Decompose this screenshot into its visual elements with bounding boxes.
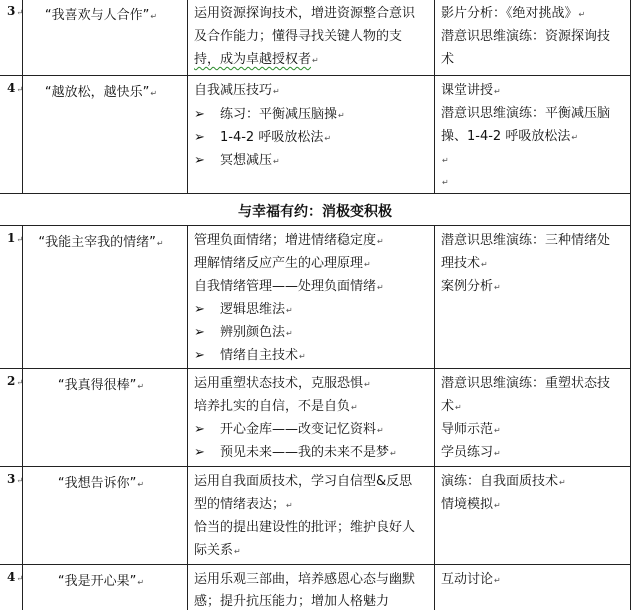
row-number: 3↵: [7, 4, 24, 18]
table-row: [0, 0, 631, 75]
method-line: 潜意识思维演练：重塑状态技: [441, 376, 611, 391]
method-line: 课堂讲授↵: [441, 83, 501, 98]
arrow-bullet-icon: ➢: [194, 153, 205, 168]
bullet-item: ➢ 练习：平衡减压脑操↵: [194, 105, 345, 126]
bullet-item: ➢ 1-4-2 呼吸放松法↵: [194, 128, 331, 149]
content-line: 运用重塑状态技术，克服恐惧↵: [194, 376, 371, 391]
content-line: 自我情绪管理——处理负面情绪↵: [194, 279, 384, 294]
method-line: ↵: [442, 156, 449, 165]
arrow-bullet-icon: ➢: [194, 445, 205, 460]
bullet-item: ➢ 逻辑思维法↵: [194, 300, 293, 321]
arrow-bullet-icon: ➢: [194, 107, 205, 122]
module-title: “我能主宰我的情绪”↵: [38, 235, 164, 250]
method-line: 术: [441, 52, 455, 67]
content-line: 理解情绪反应产生的心理原理↵: [194, 256, 371, 271]
method-line: 影片分析：《绝对挑战》↵: [441, 6, 586, 21]
row-number: 4↵: [7, 81, 24, 95]
table-row: [0, 466, 631, 564]
arrow-bullet-icon: ➢: [194, 130, 205, 145]
module-title: “我是开心果”↵: [57, 574, 145, 589]
content-line: 培养扎实的自信，不是自负↵: [194, 399, 358, 414]
content-line: 自我减压技巧↵: [194, 83, 280, 98]
section-header-row: [0, 193, 631, 225]
content-line: 恰当的提出建设性的批评；维护良好人: [194, 520, 416, 535]
row-number: 1↵: [7, 231, 24, 245]
table-row: [0, 564, 631, 610]
method-line: 案例分析↵: [441, 279, 501, 294]
module-title: “我真得很棒”↵: [57, 378, 145, 393]
table-row: [0, 225, 631, 368]
content-line: 运用资源探询技术，增进资源整合意识: [194, 6, 416, 21]
table-row: [0, 75, 631, 193]
row-number: 2↵: [7, 374, 24, 388]
arrow-bullet-icon: ➢: [194, 302, 205, 317]
method-line: 理技术↵: [441, 256, 488, 271]
section-title: 与幸福有约：消极变积极: [238, 204, 392, 220]
arrow-bullet-icon: ➢: [194, 325, 205, 340]
content-line: 及合作能力；懂得寻找关键人物的支: [194, 29, 403, 44]
module-title: “越放松，越快乐”↵: [44, 85, 158, 100]
method-line: 潜意识思维演练：三种情绪处: [441, 233, 611, 248]
bullet-item: ➢ 开心金库——改变记忆资料↵: [194, 420, 384, 441]
bullet-item: ➢ 情绪自主技术↵: [194, 346, 306, 367]
method-line: 演练：自我面质技术↵: [441, 474, 566, 489]
bullet-item: ➢ 辨别颜色法↵: [194, 323, 293, 344]
row-number: 3↵: [7, 472, 24, 486]
method-line: 潜意识思维演练：资源探询技: [441, 29, 611, 44]
method-line: 学员练习↵: [441, 445, 501, 460]
content-line: 运用自我面质技术，学习自信型&反思: [194, 474, 413, 489]
method-line: 互动讨论↵: [441, 572, 501, 587]
content-line: 运用乐观三部曲，培养感恩心态与幽默: [194, 572, 416, 587]
bullet-item: ➢ 预见未来——我的未来不是梦↵: [194, 443, 397, 464]
method-line: 潜意识思维演练：平衡减压脑: [441, 106, 611, 121]
content-line: 际关系↵: [194, 543, 241, 558]
table-row: [0, 368, 631, 466]
arrow-bullet-icon: ➢: [194, 422, 205, 437]
method-line: 操、1-4-2 呼吸放松法↵: [441, 129, 579, 144]
bullet-item: ➢ 冥想减压↵: [194, 151, 280, 172]
method-line: 导师示范↵: [441, 422, 501, 437]
content-line: 持，成为卓越授权者↵: [194, 52, 319, 67]
method-line: ↵: [442, 178, 449, 187]
content-line: 型的情绪表达；↵: [194, 497, 293, 512]
arrow-bullet-icon: ➢: [194, 348, 205, 363]
module-title: “我喜欢与人合作”↵: [44, 8, 158, 23]
content-line: 管理负面情绪；增进情绪稳定度↵: [194, 233, 384, 248]
content-line: 感；提升抗压能力；增加人格魅力: [194, 594, 390, 609]
row-number: 4↵: [7, 570, 24, 584]
method-line: 情境模拟↵: [441, 497, 501, 512]
module-title: “我想告诉你”↵: [57, 476, 145, 491]
method-line: 术↵: [441, 399, 462, 414]
